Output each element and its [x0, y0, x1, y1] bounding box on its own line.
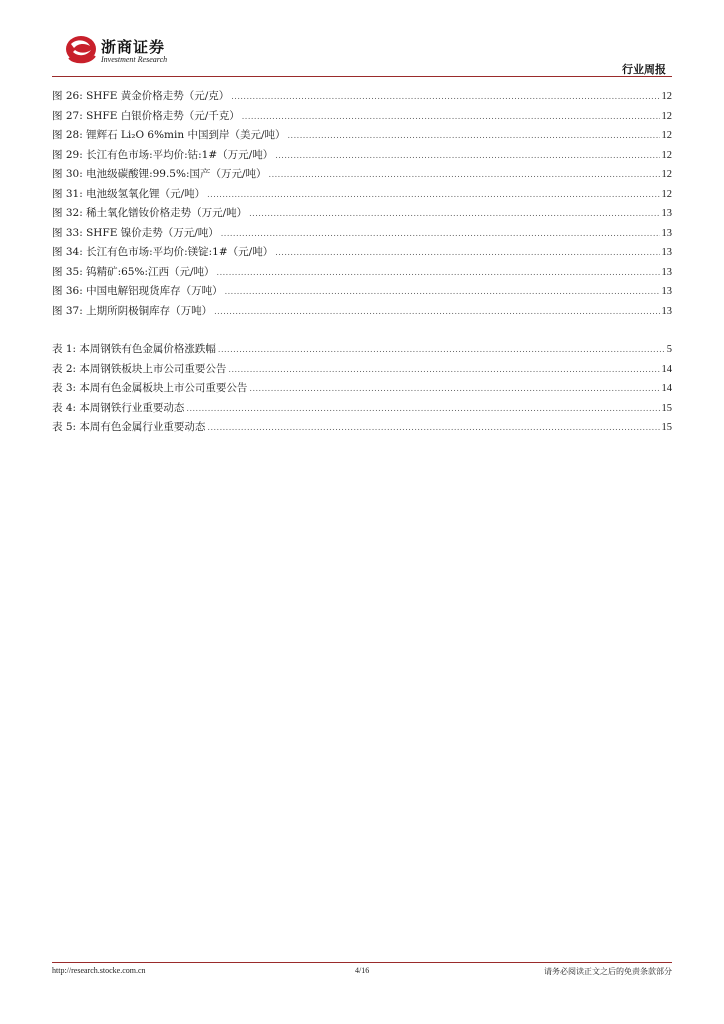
toc-page-number: 13	[661, 305, 672, 317]
footer-divider	[52, 962, 672, 963]
company-logo	[63, 30, 203, 70]
toc-entry-table-4[interactable]	[52, 400, 672, 420]
toc-leader	[221, 230, 660, 238]
toc-leader	[242, 113, 660, 121]
toc-leader	[275, 152, 659, 160]
toc-page-number: 15	[661, 422, 672, 433]
toc-page-number: 14	[661, 383, 672, 394]
toc-leader	[207, 424, 659, 432]
toc-label: 图 34: 长江有色市场:平均价:镁锭:1#（元/吨）	[52, 246, 274, 258]
toc-entry-figure-32[interactable]	[52, 205, 672, 225]
toc-entry-figure-31[interactable]	[52, 186, 672, 206]
toc-label: 图 31: 电池级氢氧化锂（元/吨）	[52, 187, 206, 200]
toc-page-number: 13	[661, 247, 672, 258]
toc-page-number: 12	[661, 130, 672, 141]
toc-entry-table-2[interactable]	[52, 361, 672, 381]
toc-label: 图 37: 上期所阴极铜库存（万吨）	[52, 304, 213, 317]
toc-page-number: 14	[661, 363, 672, 375]
toc-entry-figure-29[interactable]	[52, 147, 672, 167]
toc-leader	[275, 249, 659, 257]
toc-label: 图 36: 中国电解铝现货库存（万吨）	[52, 285, 223, 297]
toc-entry-figure-34[interactable]	[52, 244, 672, 264]
toc-entry-table-5[interactable]	[52, 419, 672, 439]
table-list	[52, 341, 672, 439]
toc-page-number: 12	[661, 91, 672, 102]
toc-leader	[228, 366, 659, 374]
toc-page-number: 15	[661, 402, 672, 414]
toc-label: 图 35: 钨精矿:65%:江西（元/吨）	[52, 265, 215, 278]
toc-entry-table-3[interactable]	[52, 380, 672, 400]
footer-url[interactable]: http://research.stocke.com.cn	[52, 966, 146, 975]
toc-entry-figure-26[interactable]	[52, 88, 672, 108]
toc-label: 表 5: 本周有色金属行业重要动态	[52, 421, 206, 433]
toc-leader	[225, 288, 660, 296]
toc-label: 表 2: 本周钢铁板块上市公司重要公告	[52, 362, 227, 375]
toc-label: 图 33: SHFE 镍价走势（万元/吨）	[52, 226, 219, 239]
toc-page-number: 12	[661, 110, 672, 122]
toc-entry-figure-27[interactable]	[52, 108, 672, 128]
toc-page-number: 13	[661, 266, 672, 278]
toc-entry-figure-30[interactable]	[52, 166, 672, 186]
toc-label: 图 28: 锂辉石 Li₂O 6%min 中国到岸（美元/吨）	[52, 129, 286, 141]
toc-entry-figure-33[interactable]	[52, 225, 672, 245]
toc-label: 图 32: 稀土氧化镨钕价格走势（万元/吨）	[52, 207, 248, 219]
footer-disclaimer: 请务必阅读正文之后的免责条款部分	[544, 967, 672, 976]
toc-label: 图 30: 电池级碳酸锂:99.5%:国产（万元/吨）	[52, 168, 267, 180]
toc-label: 表 3: 本周有色金属板块上市公司重要公告	[52, 382, 248, 394]
toc-leader	[231, 93, 659, 101]
toc-page-number: 12	[661, 149, 672, 161]
toc-page-number: 5	[666, 344, 672, 355]
logo-mark-icon	[63, 32, 99, 66]
toc-leader	[288, 132, 660, 140]
toc-leader	[249, 210, 659, 218]
report-type-label: 行业周报	[622, 63, 666, 76]
toc-entry-figure-28[interactable]	[52, 127, 672, 147]
toc-label: 图 26: SHFE 黄金价格走势（元/克）	[52, 90, 230, 102]
toc-leader	[269, 171, 660, 179]
toc-leader	[249, 385, 659, 393]
toc-leader	[217, 269, 660, 277]
toc-entry-table-1[interactable]	[52, 341, 672, 361]
toc-page-number: 12	[661, 169, 672, 180]
footer-page-number: 4/16	[355, 966, 370, 975]
toc-page-number: 13	[661, 208, 672, 219]
toc-leader	[218, 346, 665, 354]
logo-english-name: Investment Research	[101, 55, 168, 64]
toc-label: 表 4: 本周钢铁行业重要动态	[52, 401, 185, 414]
toc-leader	[207, 191, 659, 199]
toc-entry-figure-37[interactable]	[52, 303, 672, 323]
toc-label: 图 27: SHFE 白银价格走势（元/千克）	[52, 109, 240, 122]
toc-entry-figure-35[interactable]	[52, 264, 672, 284]
toc-leader	[186, 405, 659, 413]
toc-label: 图 29: 长江有色市场:平均价:钴:1#（万元/吨）	[52, 148, 274, 161]
figure-list	[52, 88, 672, 322]
logo-chinese-name: 浙商证券	[101, 38, 166, 56]
toc-page-number: 12	[661, 188, 672, 200]
toc-page-number: 13	[661, 227, 672, 239]
header-divider	[52, 76, 672, 77]
toc-label: 表 1: 本周钢铁有色金属价格涨跌幅	[52, 343, 216, 355]
toc-entry-figure-36[interactable]	[52, 283, 672, 303]
toc-leader	[214, 308, 659, 316]
toc-page-number: 13	[661, 286, 672, 297]
